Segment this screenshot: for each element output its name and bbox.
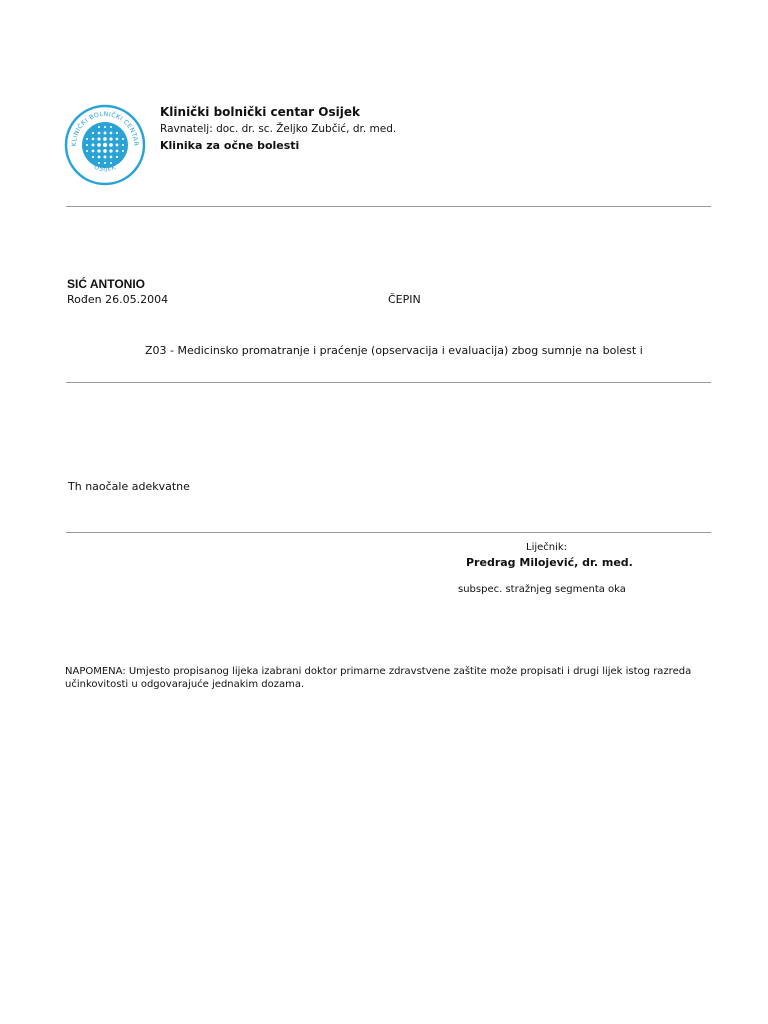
clinic-name: Klinika za očne bolesti bbox=[160, 139, 300, 152]
logo-dot bbox=[92, 150, 95, 153]
patient-name: SIĆ ANTONIO bbox=[67, 277, 146, 291]
logo-dot bbox=[110, 156, 113, 159]
hospital-name: Klinički bolnički centar Osijek bbox=[160, 105, 360, 119]
doctor-label: Liječnik: bbox=[526, 542, 568, 553]
therapy-text: Th naočale adekvatne bbox=[68, 480, 190, 493]
logo-dot bbox=[98, 126, 100, 128]
logo-dot bbox=[97, 143, 101, 147]
logo-dot bbox=[92, 144, 95, 147]
logo-dot bbox=[104, 132, 107, 135]
logo-text-bottom: OSIJEK bbox=[93, 163, 117, 173]
logo-dot bbox=[86, 150, 88, 152]
logo-dot bbox=[97, 137, 100, 140]
logo-dot bbox=[98, 162, 100, 164]
logo-dot bbox=[116, 150, 119, 153]
logo-dot bbox=[98, 132, 101, 135]
logo-dot bbox=[103, 143, 107, 147]
logo-dot bbox=[122, 150, 124, 152]
logo-dot bbox=[92, 156, 94, 158]
note-text: NAPOMENA: Umjesto propisanog lijeka izabrani doktor primarne zdravstvene zaštite može propisati i drugi lijek istog razreda učinkovitosti u odgovarajuće jednakim dozama. bbox=[65, 666, 692, 690]
logo-dot bbox=[97, 149, 100, 152]
logo-dot bbox=[104, 162, 106, 164]
hospital-director: Ravnatelj: doc. dr. sc. Željko Zubčić, dr. med. bbox=[160, 123, 397, 135]
logo-dot bbox=[86, 144, 88, 146]
doctor-specialty: subspec. stražnjeg segmenta oka bbox=[458, 584, 626, 595]
patient-birth: Rođen 26.05.2004 bbox=[67, 293, 169, 306]
logo-dot bbox=[98, 156, 101, 159]
logo-dot bbox=[110, 126, 112, 128]
logo-dot bbox=[122, 144, 124, 146]
divider-diagnosis bbox=[66, 382, 711, 383]
divider-header bbox=[66, 206, 711, 207]
divider-therapy bbox=[66, 532, 711, 533]
logo-dot bbox=[116, 132, 118, 134]
logo-dot bbox=[116, 144, 119, 147]
patient-city: ČEPIN bbox=[388, 293, 421, 306]
logo-dot bbox=[104, 126, 106, 128]
logo-dot bbox=[109, 143, 113, 147]
logo-dot bbox=[92, 132, 94, 134]
logo-dot bbox=[104, 156, 107, 159]
logo-text-top: KLINIČKI BOLNIČKI CENTAR bbox=[70, 110, 140, 147]
logo-dot bbox=[92, 138, 95, 141]
logo-dot bbox=[116, 138, 119, 141]
hospital-logo bbox=[64, 104, 146, 186]
logo-dot bbox=[122, 138, 124, 140]
logo-dot bbox=[110, 132, 113, 135]
logo-dot bbox=[110, 162, 112, 164]
diagnosis-text: Z03 - Medicinsko promatranje i praćenje (opservacija i evaluacija) zbog sumnje na bolest i bbox=[145, 344, 643, 357]
logo-dot bbox=[86, 138, 88, 140]
logo-dot bbox=[109, 137, 112, 140]
doctor-name: Predrag Milojević, dr. med. bbox=[466, 556, 633, 569]
logo-dot bbox=[116, 156, 118, 158]
logo-dot bbox=[103, 149, 107, 153]
logo-dot bbox=[103, 137, 107, 141]
logo-dot bbox=[109, 149, 112, 152]
